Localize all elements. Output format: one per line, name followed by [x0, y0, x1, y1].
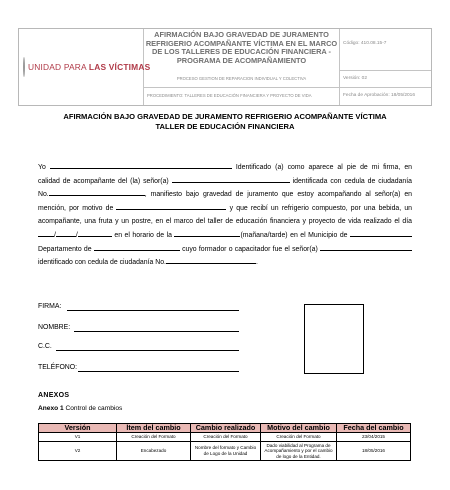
cc-line[interactable] [56, 343, 239, 351]
header-approval-date: Fecha de Aprobación: 18/05/2016 [343, 93, 416, 98]
table-cell: Dado viabilidad al Programa de Acompañamiento y por el cambio de logo de la Entidad. [261, 441, 337, 461]
table-cell: Encabezado [117, 441, 191, 461]
header-title: AFIRMACIÓN BAJO GRAVEDAD DE JURAMENTO REFRIGERIO ACOMPAÑANTE VÍCTIMA EN EL MARCO DE LOS TALLERES DE EDUCACIÓN FINANCIERA - PROGRAMA DE ACOMPAÑAMIENTO [144, 29, 340, 88]
accompanied-person-blank[interactable] [172, 175, 290, 183]
name-label: NOMBRE: [38, 324, 71, 331]
phone-line[interactable] [78, 364, 239, 372]
table-cell: Creación del Formato [191, 433, 261, 442]
header-process-group: PROCESO GESTION DE REPARACION INDIVIDUAL Y COLECTIVA [144, 71, 340, 88]
document-header [18, 28, 432, 106]
signature-label: FIRMA: [38, 303, 62, 310]
reason-blank[interactable] [116, 202, 226, 210]
header-version: Versión: 02 [340, 71, 431, 88]
column-header: Motivo del cambio [261, 424, 337, 433]
cc-row [38, 343, 52, 350]
table-header-row [39, 424, 411, 433]
table-cell: Nombre del formato y Cambio de Logo de la Unidad [191, 441, 261, 461]
document-title-line-2: TALLER DE EDUCACIÓN FINANCIERA [155, 121, 295, 131]
phone-row [38, 364, 77, 371]
table-cell: 23/04/2015 [337, 433, 411, 442]
document-title [40, 112, 410, 131]
header-procedure: PROCEDIMIENTO: TALLERES DE EDUCACIÓN FINANCIERA Y PROYECTO DE VIDA [144, 88, 340, 105]
trainer-name-blank[interactable] [320, 243, 412, 251]
cc-label: C.C. [38, 343, 52, 350]
table-cell: V1 [39, 433, 117, 442]
municipality-blank[interactable] [350, 229, 412, 237]
month-blank[interactable] [56, 229, 76, 237]
coat-of-arms-icon [23, 57, 25, 77]
annex-heading: ANEXOS [38, 392, 70, 399]
unidad-victimas-logo: UNIDAD PARA LAS VÍCTIMAS [28, 62, 151, 72]
day-blank[interactable] [38, 229, 54, 237]
table-row [39, 441, 411, 461]
table-row [39, 433, 411, 442]
table-cell: Creación del Formato [261, 433, 337, 442]
schedule-blank[interactable] [174, 229, 240, 237]
table-cell: Creación del Formato [117, 433, 191, 442]
fingerprint-box [304, 304, 364, 374]
year-blank[interactable] [78, 229, 112, 237]
column-header: Versión [39, 424, 117, 433]
name-row [38, 324, 70, 331]
department-blank[interactable] [94, 243, 180, 251]
header-logo-cell [19, 29, 151, 105]
trainer-id-blank[interactable] [166, 256, 256, 264]
phone-label: TELÉFONO: [38, 364, 78, 371]
name-line[interactable] [74, 324, 239, 332]
signature-line[interactable] [67, 303, 239, 311]
affirmation-paragraph: Yo Identificado (a) como aparece al pie de mi firma, en calidad de acompañante del (la) señor(a) identificada con cedula de ciudadanía No. , manifiesto bajo gravedad de juramento que estoy acompañando al señor(a) en mención, por motivo de y que recibí un refrigerio compuesto, por una bebida, un acompañante, una fruta y un postre, en el marco del taller de educación financiera y proyecto de vida realizado el día / / en el horario de la (mañana/tarde) en el Municipio de Departamento de cuyo formador o capacitador fue el señor(a) identificado con cedula de ciudadanía No. . [38, 161, 412, 270]
header-code: Código: 410.08.15-7 [340, 29, 431, 71]
table-cell: V2 [39, 441, 117, 461]
signature-row [38, 303, 61, 310]
id-number-blank[interactable] [49, 188, 145, 196]
changes-table [38, 423, 411, 461]
name-blank[interactable] [50, 161, 232, 169]
column-header: Cambio realizado [191, 424, 261, 433]
document-title-line-1: AFIRMACIÓN BAJO GRAVEDAD DE JURAMENTO REFRIGERIO ACOMPAÑANTE VÍCTIMA [63, 112, 387, 121]
annex-subtitle: Anexo 1 Control de cambios [38, 405, 123, 412]
table-cell: 18/05/2016 [337, 441, 411, 461]
column-header: Fecha del cambio [337, 424, 411, 433]
column-header: Ítem del cambio [117, 424, 191, 433]
